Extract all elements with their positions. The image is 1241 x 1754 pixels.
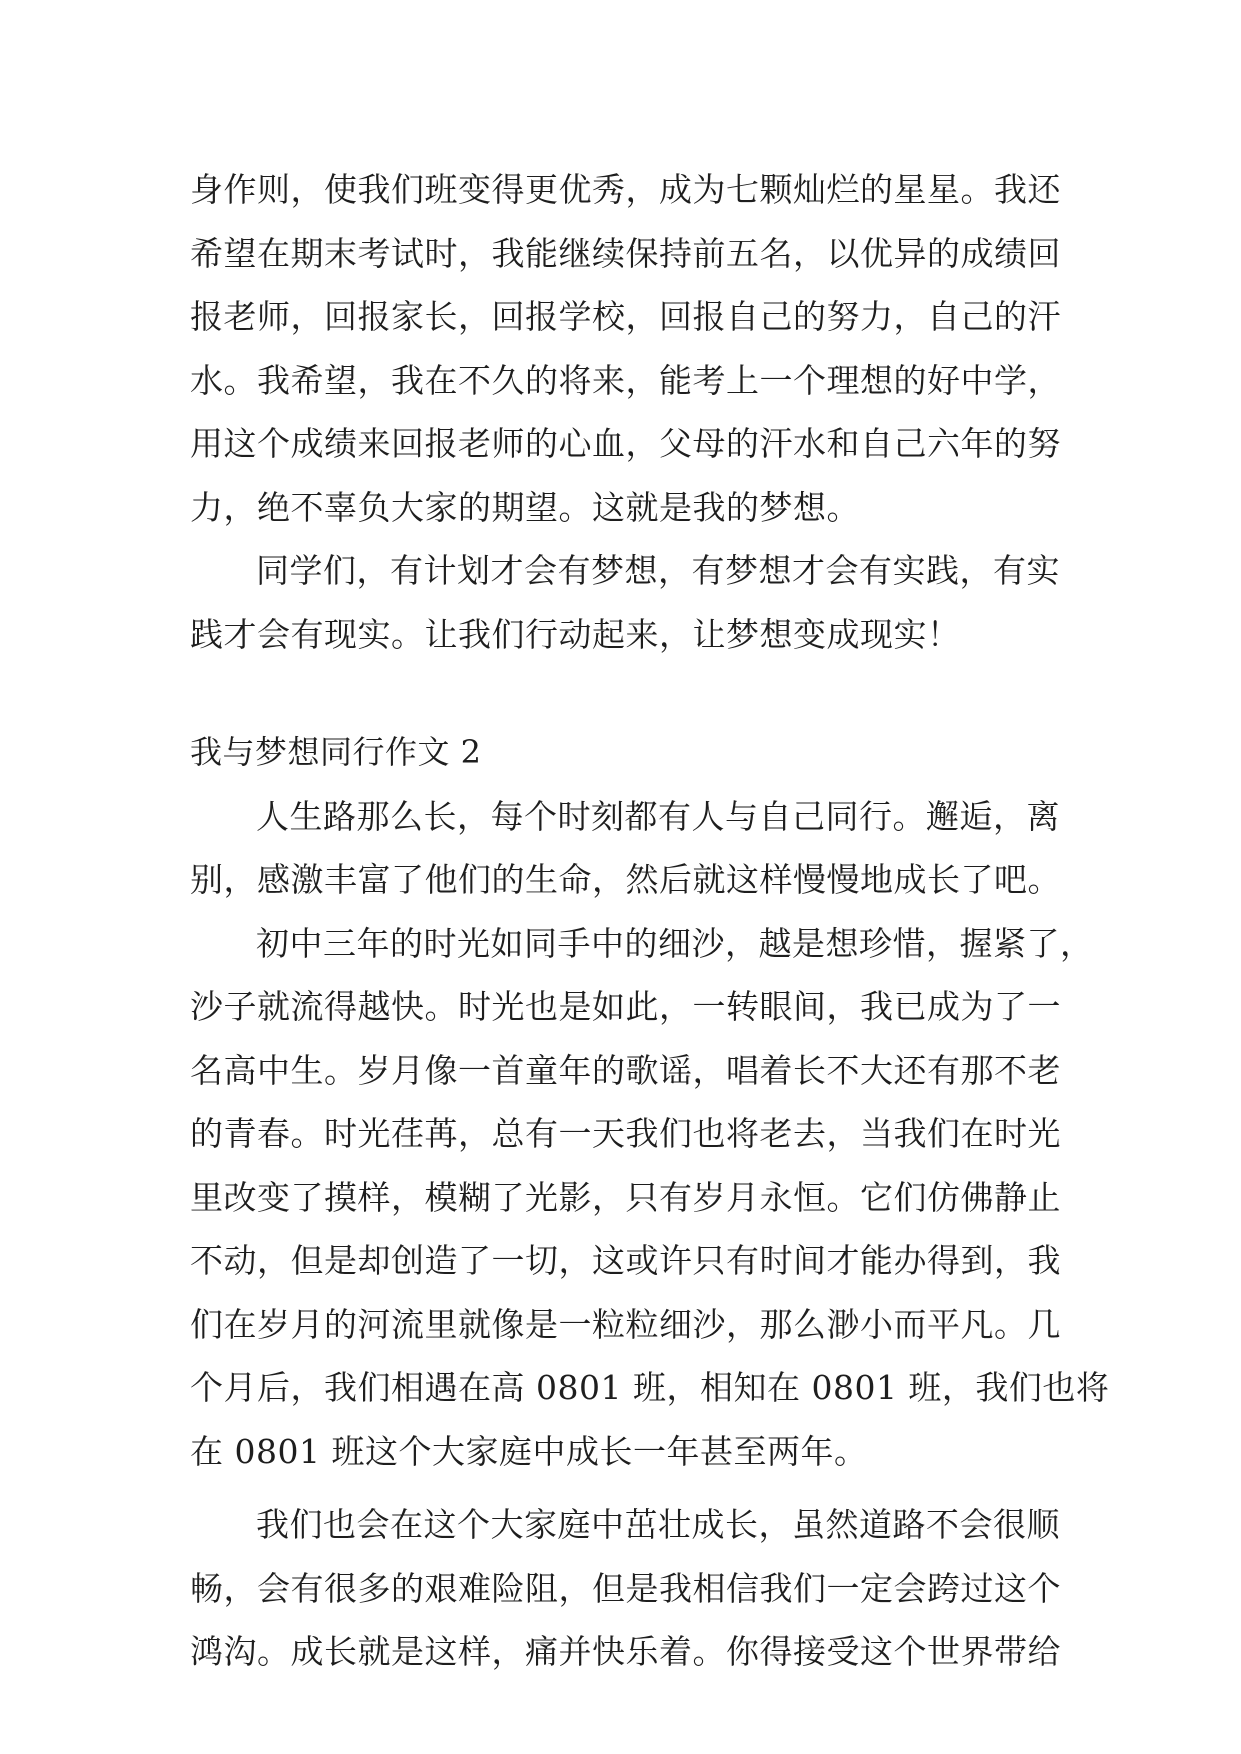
text-line: 不动，但是却创造了一切，这或许只有时间才能办得到，我: [190, 1241, 1061, 1280]
text-line: 人生路那么长，每个时刻都有人与自己同行。邂逅，离: [256, 796, 1060, 836]
section-title: 我与梦想同行作文 2: [190, 733, 482, 771]
paragraph: [190, 785, 1060, 912]
section-gap: [190, 666, 1060, 721]
text-line: 水。我希望，我在不久的将来，能考上一个理想的好中学，: [190, 360, 1061, 400]
text-line: 践才会有现实。让我们行动起来，让梦想变成现实！: [190, 614, 961, 654]
paragraph: [190, 1493, 1060, 1684]
text-line: 身作则，使我们班变得更优秀，成为七颗灿烂的星星。我还: [190, 170, 1061, 209]
text-line: 鸿沟。成长就是这样，痛并快乐着。你得接受这个世界带给: [190, 1632, 1061, 1671]
text-line: 希望在期末考试时，我能继续保持前五名，以优异的成绩回: [190, 233, 1061, 273]
text-line: 畅，会有很多的艰难险阻，但是我相信我们一定会跨过这个: [190, 1568, 1061, 1608]
paragraph: [190, 539, 1060, 666]
text-line: 里改变了摸样，模糊了光影，只有岁月永恒。它们仿佛静止: [190, 1177, 1061, 1217]
text-line: 沙子就流得越快。时光也是如此，一转眼间，我已成为了一: [190, 987, 1061, 1026]
text-line: 用这个成绩来回报老师的心血，父母的汗水和自己六年的努: [190, 424, 1061, 463]
text-line: 个月后，我们相遇在高 0801 班，相知在 0801 班，我们也将: [190, 1368, 1110, 1407]
paragraph: [190, 158, 1060, 539]
text-line: 我们也会在这个大家庭中茁壮成长，虽然道路不会很顺: [256, 1505, 1060, 1544]
paragraph: [190, 912, 1110, 1484]
text-line: 别，感激丰富了他们的生命，然后就这样慢慢地成长了吧。: [190, 860, 1061, 899]
document-body: [190, 158, 1110, 1684]
text-line: 初中三年的时光如同手中的细沙，越是想珍惜，握紧了，: [256, 923, 1094, 963]
text-line: 力，绝不辜负大家的期望。这就是我的梦想。: [190, 487, 860, 527]
text-line: 们在岁月的河流里就像是一粒粒细沙，那么渺小而平凡。几: [190, 1304, 1061, 1344]
text-line: 的青春。时光荏苒，总有一天我们也将老去，当我们在时光: [190, 1114, 1061, 1153]
text-line: 在 0801 班这个大家庭中成长一年甚至两年。: [190, 1431, 868, 1471]
text-line: 同学们，有计划才会有梦想，有梦想才会有实践，有实: [256, 551, 1060, 590]
text-line: 名高中生。岁月像一首童年的歌谣，唱着长不大还有那不老: [190, 1050, 1061, 1090]
text-line: 报老师，回报家长，回报学校，回报自己的努力，自己的汗: [190, 297, 1061, 336]
